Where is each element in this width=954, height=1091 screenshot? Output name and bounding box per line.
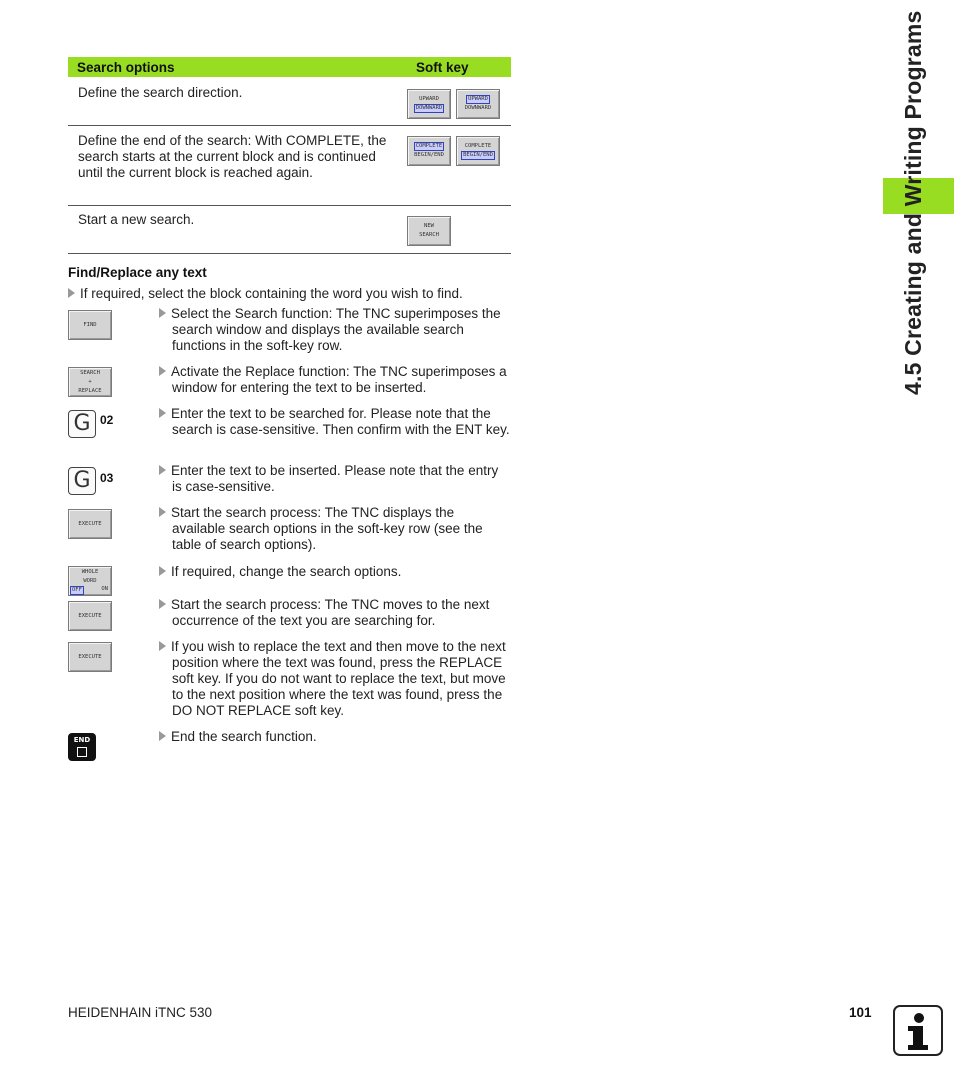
- on-label: ON: [101, 585, 108, 592]
- softkey-label: BEGIN/END: [414, 152, 444, 158]
- bullet-triangle-icon: [159, 599, 166, 609]
- row-description: Define the end of the search: With COMPLETE, the search starts at the current block and is continued until the current block is reached again.: [78, 133, 387, 180]
- header-search-options: Search options: [77, 59, 175, 75]
- new-search-softkey[interactable]: [407, 216, 451, 246]
- softkey-label-active: COMPLETE: [415, 143, 443, 149]
- softkey-label: UPWARD: [419, 96, 439, 102]
- bullet-triangle-icon: [159, 641, 166, 651]
- end-key-label: END: [73, 736, 91, 744]
- step-text: Activate the Replace function: The TNC superimposes a window for entering the text to be inserted.: [171, 364, 507, 395]
- softkey-label-active: DOWNWARD: [415, 105, 443, 111]
- header-soft-key: Soft key: [416, 59, 469, 75]
- end-square-icon: [77, 747, 87, 757]
- softkey-label-active: UPWARD: [468, 96, 488, 102]
- step-4: [159, 463, 511, 495]
- info-icon: [893, 1005, 943, 1056]
- step-text: End the search function.: [171, 729, 317, 744]
- softkey-label: EXECUTE: [78, 612, 102, 619]
- step-text: Enter the text to be searched for. Please note that the search is case-sensitive. Then confirm with the ENT key.: [171, 406, 510, 437]
- complete-begin-end-softkey[interactable]: [456, 136, 500, 166]
- off-label: OFF: [72, 586, 82, 593]
- upward-downward-softkey[interactable]: [407, 89, 451, 119]
- chapter-title: 4.5 Creating and Writing Programs: [900, 10, 926, 395]
- intro-text: If required, select the block containing the word you wish to find.: [80, 286, 463, 301]
- softkey-label: SEARCH: [419, 232, 439, 238]
- execute-softkey[interactable]: [68, 642, 112, 672]
- find-softkey[interactable]: [68, 310, 112, 340]
- softkey-label: SEARCH: [80, 369, 100, 376]
- row-description: Start a new search.: [78, 212, 195, 227]
- execute-softkey[interactable]: [68, 509, 112, 539]
- bullet-triangle-icon: [159, 507, 166, 517]
- step-text: Start the search process: The TNC displays the available search options in the soft-key row (see the table of search options).: [171, 505, 483, 552]
- softkey-label: FIND: [83, 321, 97, 328]
- key-number: 02: [100, 413, 114, 427]
- step-text: Select the Search function: The TNC superimposes the search window and displays the available search functions in the soft-key row.: [171, 306, 501, 353]
- bullet-triangle-icon: [159, 566, 166, 576]
- step-3: [159, 406, 511, 438]
- softkey-label: +: [88, 378, 92, 385]
- bullet-triangle-icon: [159, 731, 166, 741]
- step-6: [159, 564, 511, 580]
- table-header: [68, 57, 511, 77]
- search-options-table: [68, 57, 511, 254]
- page-number: 101: [849, 1005, 872, 1020]
- complete-begin-end-softkey[interactable]: [407, 136, 451, 166]
- softkey-label: DOWNWARD: [464, 105, 492, 111]
- bullet-triangle-icon: [159, 366, 166, 376]
- footer-product: HEIDENHAIN iTNC 530: [68, 1005, 213, 1020]
- softkey-label: NEW: [424, 223, 434, 229]
- g-key[interactable]: G: [68, 467, 96, 495]
- step-5: [159, 505, 511, 553]
- step-text: Enter the text to be inserted. Please note that the entry is case-sensitive.: [171, 463, 499, 494]
- step-7: [159, 597, 511, 629]
- bullet-triangle-icon: [159, 408, 166, 418]
- bullet-triangle-icon: [159, 465, 166, 475]
- step-9: [159, 729, 511, 745]
- step-text: Start the search process: The TNC moves to the next occurrence of the text you are searching for.: [171, 597, 490, 628]
- step-1: [159, 306, 511, 354]
- g-key[interactable]: G: [68, 410, 96, 438]
- softkey-label: WORD: [83, 577, 97, 584]
- bullet-triangle-icon: [159, 308, 166, 318]
- bullet-triangle-icon: [68, 288, 75, 298]
- softkey-label: WHOLE: [81, 568, 99, 575]
- table-row: [68, 126, 511, 206]
- step-2: [159, 364, 511, 396]
- softkey-label-active: BEGIN/END: [463, 152, 493, 158]
- table-row: [68, 77, 511, 126]
- off-on-toggle: [70, 586, 110, 595]
- key-number: 03: [100, 471, 114, 485]
- softkey-label: EXECUTE: [78, 653, 102, 660]
- softkey-label: COMPLETE: [464, 143, 492, 149]
- whole-word-softkey[interactable]: [68, 566, 112, 596]
- step-8: [159, 639, 511, 719]
- section-title: Find/Replace any text: [68, 265, 207, 280]
- execute-softkey[interactable]: [68, 601, 112, 631]
- intro-bullet: [68, 286, 463, 302]
- table-row: [68, 206, 511, 254]
- upward-downward-softkey[interactable]: [456, 89, 500, 119]
- step-text: If required, change the search options.: [171, 564, 402, 579]
- search-replace-softkey[interactable]: [68, 367, 112, 397]
- softkey-label: EXECUTE: [78, 520, 102, 527]
- row-description: Define the search direction.: [78, 85, 243, 100]
- step-text: If you wish to replace the text and then move to the next position where the text was found, press the REPLACE soft key. If you do not want to replace the text, but move to the next position where the text was found, press the DO NOT REPLACE soft key.: [171, 639, 506, 718]
- softkey-label: REPLACE: [78, 387, 102, 394]
- end-key[interactable]: [68, 733, 96, 761]
